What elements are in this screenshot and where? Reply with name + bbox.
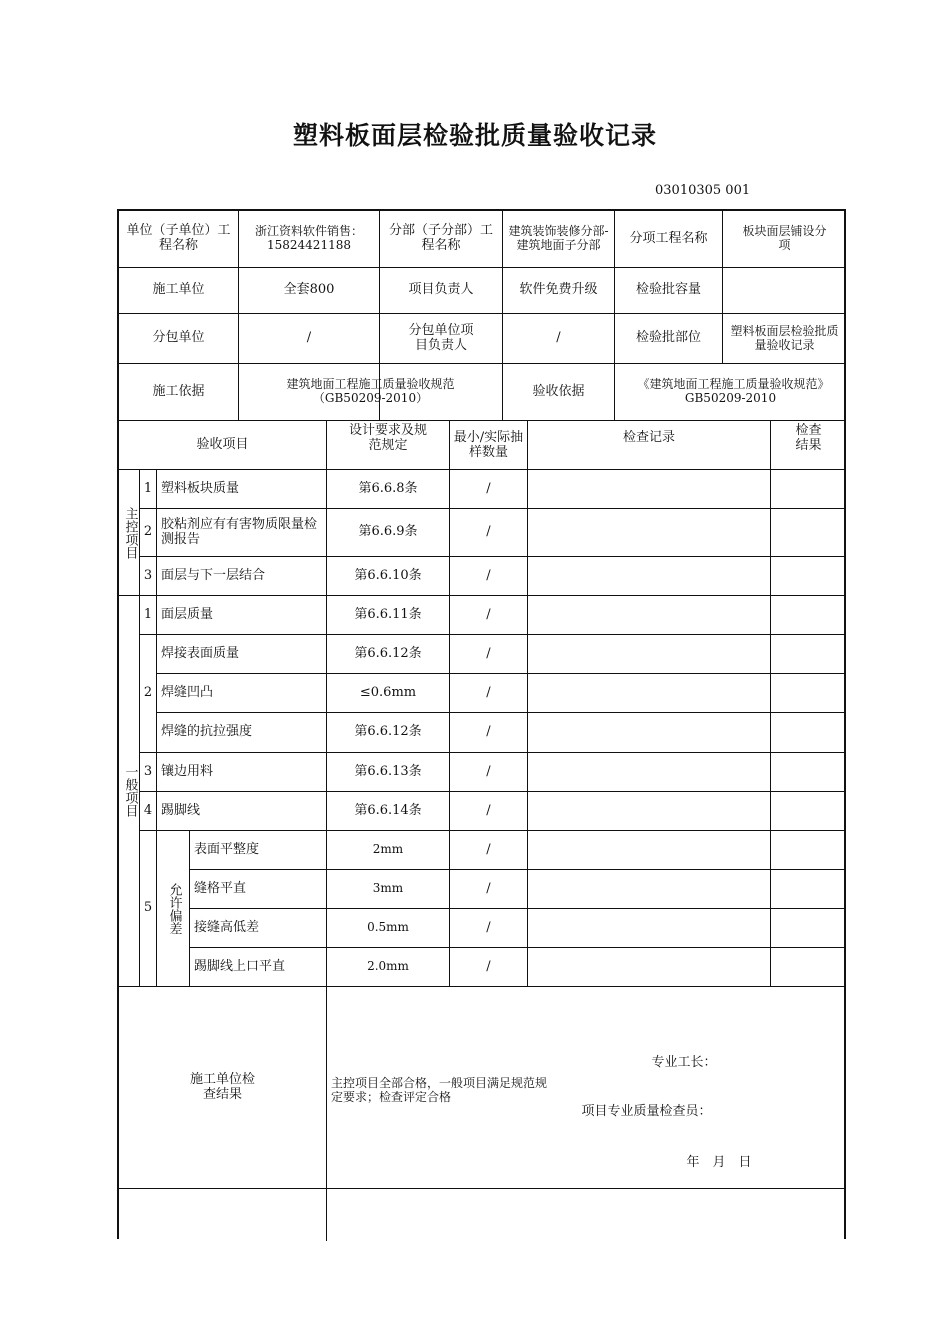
general-item-no: 3	[143, 763, 153, 779]
col-result: 检查结果	[795, 423, 822, 453]
tolerance-item-sample: /	[486, 841, 491, 857]
acceptance-basis-value: 《建筑地面工程施工质量验收规范》GB50209-2010	[637, 377, 824, 405]
main-group-label: 主控项目	[122, 506, 138, 559]
basis-label: 施工依据	[152, 383, 205, 399]
tolerance-item-design: 0.5mm	[367, 920, 409, 935]
main-item-no: 3	[143, 567, 153, 583]
tolerance-item-name: 缝格平直	[194, 880, 247, 896]
general-item-no: 2	[143, 685, 153, 701]
tolerance-item-sample: /	[486, 958, 491, 974]
col-design: 设计要求及规范规定	[349, 423, 428, 453]
general-item-sample: /	[486, 645, 491, 661]
tolerance-item-name: 表面平整度	[194, 841, 260, 857]
main-item-name: 面层与下一层结合	[161, 567, 266, 583]
main-item-no: 2	[143, 524, 153, 540]
general-item-no: 4	[143, 802, 153, 818]
general-item-sample: /	[486, 684, 491, 700]
conclusion-text: 主控项目全部合格，一般项目满足规范规定要求；检查评定合格	[331, 1076, 548, 1104]
manager-value: 软件免费升级	[519, 282, 598, 298]
unit-value: 浙江资料软件销售：15824421188	[254, 224, 363, 252]
unit-label: 单位（子单位）工程名称	[126, 223, 231, 253]
general-item-name: 镶边用料	[161, 763, 214, 779]
foreman-label: 专业工长：	[651, 1054, 717, 1070]
main-item-sample: /	[486, 567, 491, 583]
general-item-name: 焊缝的抗拉强度	[161, 724, 253, 740]
inspection-form-table	[117, 209, 846, 1239]
sub-contractor-value: /	[306, 330, 312, 346]
main-item-sample: /	[486, 524, 491, 540]
general-item-design: ≤0.6mm	[359, 684, 417, 700]
general-item-design: 第6.6.11条	[354, 606, 422, 622]
col-sample: 最小/实际抽样数量	[453, 430, 524, 460]
sub-manager-label: 分包单位项目负责人	[408, 322, 474, 353]
main-item-name: 塑料板块质量	[161, 480, 240, 496]
contractor-value: 全套800	[283, 282, 335, 298]
general-item-name: 踢脚线	[161, 802, 201, 818]
general-item-design: 第6.6.14条	[354, 802, 422, 818]
subitem-label: 分项工程名称	[629, 230, 708, 246]
general-item-design: 第6.6.12条	[354, 645, 422, 661]
tolerance-item-name: 踢脚线上口平直	[194, 958, 286, 974]
date-label: 年 月 日	[686, 1154, 752, 1170]
division-label: 分部（子分部）工程名称	[388, 223, 493, 253]
main-item-name: 胶粘剂应有有害物质限量检测报告	[161, 516, 318, 547]
inspector-label: 项目专业质量检查员：	[581, 1103, 712, 1119]
main-item-sample: /	[486, 480, 491, 496]
main-item-design: 第6.6.8条	[358, 480, 418, 496]
conclusion-label: 施工单位检查结果	[189, 1071, 255, 1102]
general-item-design: 第6.6.12条	[354, 724, 422, 740]
capacity-value	[723, 268, 846, 313]
general-item-sample: /	[486, 763, 491, 779]
page-title: 塑料板面层检验批质量验收记录	[292, 121, 657, 150]
form-code: 03010305 001	[655, 183, 751, 198]
basis-value: 建筑地面工程施工质量验收规范（GB50209-2010）	[286, 377, 455, 405]
general-item-name: 焊接表面质量	[161, 645, 240, 661]
acceptance-basis-label: 验收依据	[532, 383, 585, 399]
contractor-label: 施工单位	[152, 282, 205, 298]
main-item-design: 第6.6.10条	[354, 567, 422, 583]
general-item-sample: /	[486, 802, 491, 818]
sub-manager-value: /	[556, 330, 561, 346]
main-item-design: 第6.6.9条	[358, 524, 418, 540]
subitem-value: 板块面层铺设分项	[742, 224, 827, 252]
col-record: 检查记录	[622, 430, 675, 445]
general-item-sample: /	[486, 724, 491, 740]
location-label: 检验批部位	[635, 330, 701, 346]
tolerance-item-no: 5	[143, 900, 153, 916]
general-item-name: 面层质量	[161, 606, 214, 622]
division-value: 建筑装饰装修分部-建筑地面子分部	[508, 224, 609, 252]
capacity-label: 检验批容量	[635, 282, 701, 298]
tolerance-item-sample: /	[486, 880, 491, 896]
general-item-no: 1	[143, 606, 153, 622]
general-item-name: 焊缝凹凸	[161, 684, 214, 700]
location-value: 塑料板面层检验批质量验收记录	[730, 323, 839, 352]
tolerance-item-name: 接缝高低差	[194, 919, 260, 935]
tolerance-item-sample: /	[486, 919, 491, 935]
manager-label: 项目负责人	[408, 282, 474, 298]
tolerance-item-design: 2.0mm	[367, 959, 409, 974]
general-item-sample: /	[486, 606, 491, 622]
general-item-design: 第6.6.13条	[354, 763, 422, 779]
tolerance-item-design: 2mm	[372, 842, 404, 857]
sub-contractor-label: 分包单位	[152, 330, 205, 346]
col-item: 验收项目	[196, 436, 249, 452]
main-item-no: 1	[143, 480, 153, 496]
tolerance-group-label: 允许偏差	[166, 882, 182, 935]
general-group-label: 一般项目	[122, 765, 138, 817]
tolerance-item-design: 3mm	[372, 881, 404, 896]
